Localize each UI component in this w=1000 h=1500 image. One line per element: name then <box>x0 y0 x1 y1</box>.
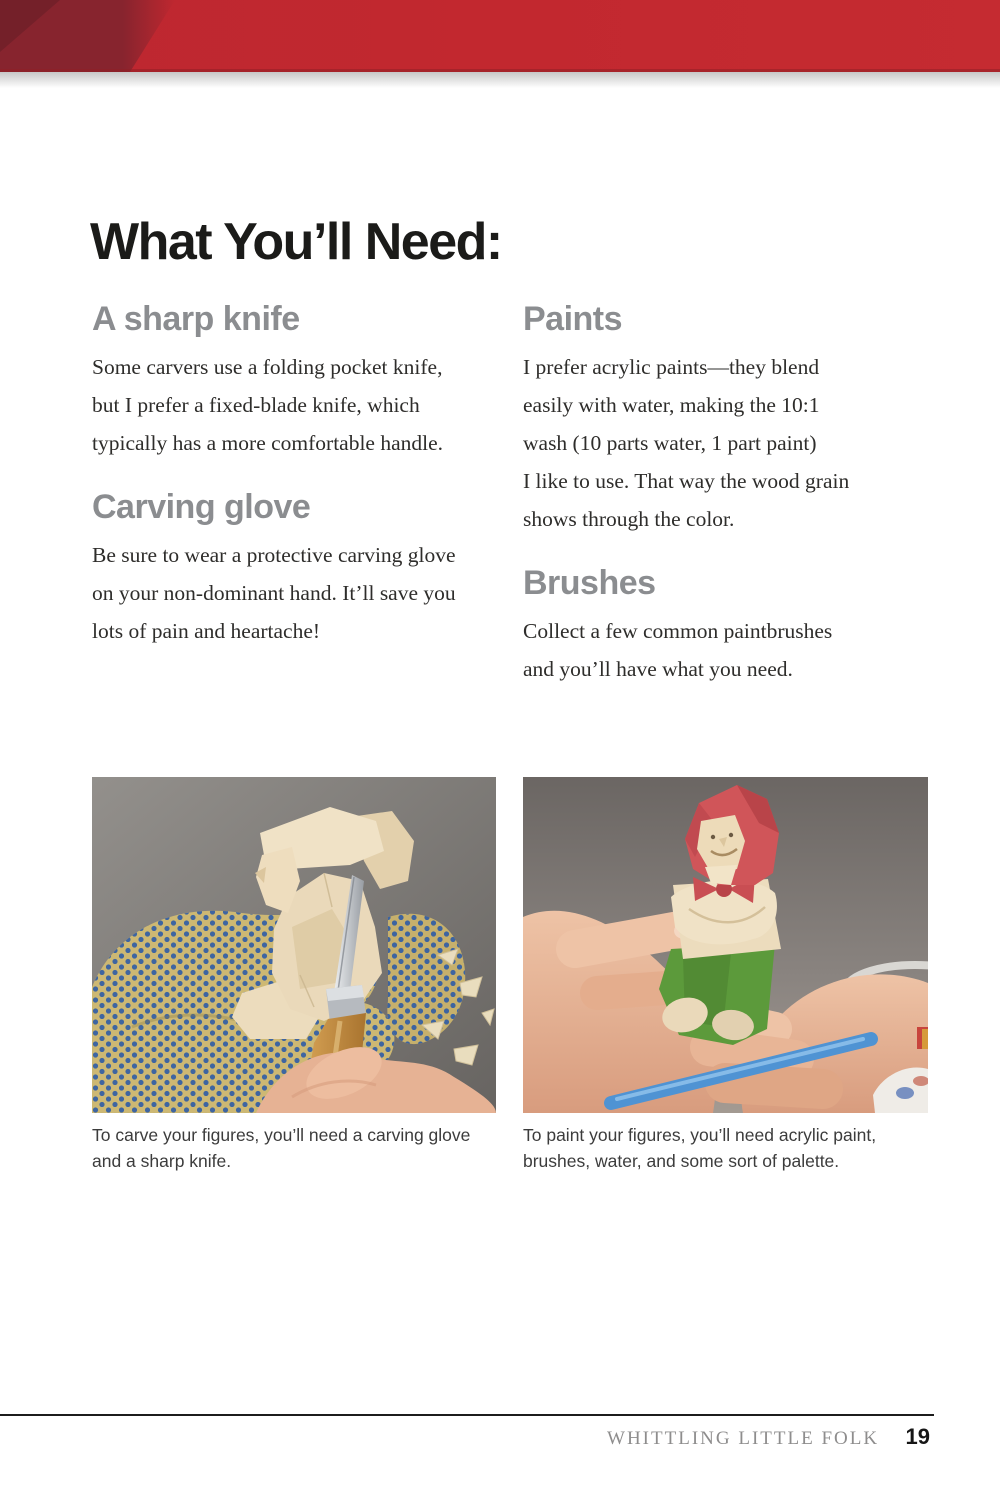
painting-photo <box>523 777 928 1113</box>
column-right <box>523 300 935 714</box>
section-body-sharp-knife: Some carvers use a folding pocket knife, but I prefer a fixed-blade knife, which typically has a more comfortable handle. <box>92 355 444 455</box>
section-heading-paints: Paints <box>523 300 623 338</box>
header-band-graphic <box>0 0 1000 72</box>
carving-photo <box>92 777 496 1113</box>
footer-rule <box>0 1414 934 1416</box>
footer-page-number: 19 <box>905 1424 930 1449</box>
footer-book-title: WHITTLING LITTLE FOLK <box>607 1428 880 1449</box>
section-body-carving-glove: Be sure to wear a protective carving glove on your non-dominant hand. It’ll save you lots of pain and heartache! <box>92 543 456 643</box>
painting-photo-graphic <box>523 777 928 1113</box>
section-heading-brushes: Brushes <box>523 564 656 602</box>
carving-photo-caption: To carve your figures, you’ll need a carving glove and a sharp knife. <box>92 1125 471 1171</box>
carving-photo-graphic <box>92 777 496 1113</box>
section-heading-carving-glove: Carving glove <box>92 488 311 526</box>
painting-photo-caption: To paint your figures, you’ll need acrylic paint, brushes, water, and some sort of palette. <box>523 1125 877 1171</box>
footer <box>0 1424 930 1450</box>
section-body-paints: I prefer acrylic paints—they blend easily with water, making the 10:1 wash (10 parts water, 1 part paint) I like to use. That way the wood grain shows through the color. <box>523 355 850 531</box>
header-band <box>0 0 1000 72</box>
header-band-shadow <box>0 72 1000 88</box>
section-heading-sharp-knife: A sharp knife <box>92 300 300 338</box>
page-title: What You’ll Need: <box>90 213 502 271</box>
column-left <box>92 300 504 676</box>
section-body-brushes: Collect a few common paintbrushes and you’ll have what you need. <box>523 619 833 681</box>
